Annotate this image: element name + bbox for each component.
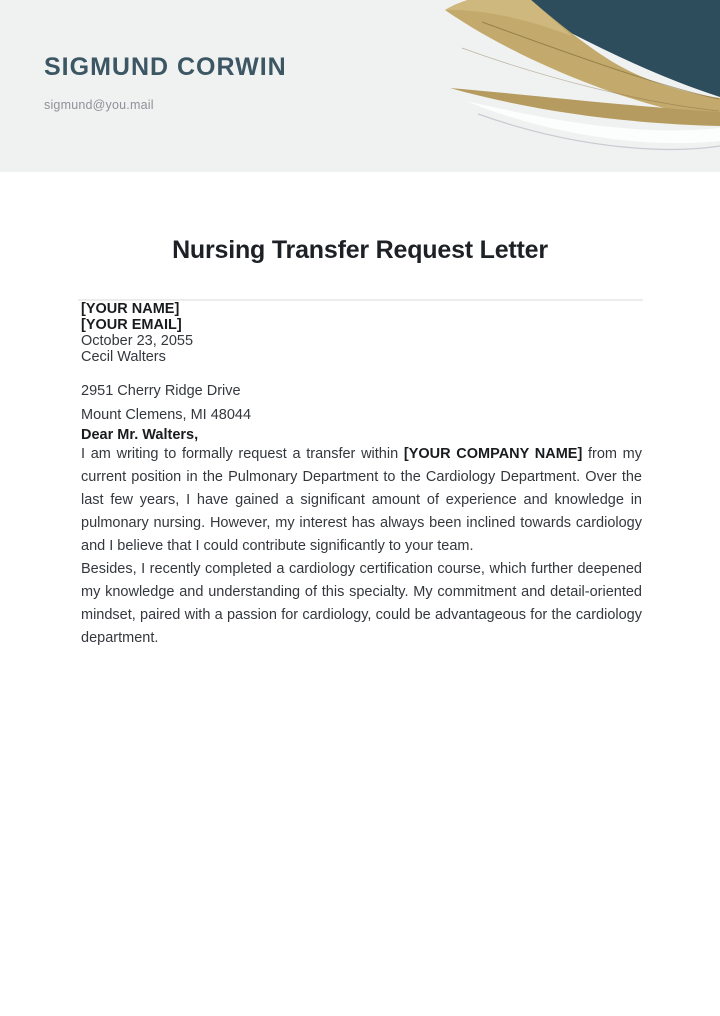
letterhead-email: sigmund@you.mail [44,98,154,112]
recipient-address-line1: 2951 Cherry Ridge Drive [81,383,241,399]
recipient-name: Cecil Walters [81,349,166,365]
salutation: Dear Mr. Walters, [81,427,199,443]
your-email-placeholder: [YOUR EMAIL] [81,317,182,333]
company-name-placeholder: [YOUR COMPANY NAME] [403,446,583,462]
paragraph-1-text-after: from my current position in the Pulmonary Department to the Cardiology Department. Over the last few years, I have gained a significant amount of experience and knowledge in pulmonary nursing. However, my interest has always been inclined towards cardiology and I believe that I could contribute significantly to your team. [81,446,643,554]
your-name-placeholder: [YOUR NAME] [81,301,180,317]
document-title: Nursing Transfer Request Letter [172,236,548,264]
letter-body [0,236,720,650]
letterhead [0,0,720,172]
paragraph-1-text-before: I am writing to formally request a transfer within [81,446,404,462]
recipient-address [81,379,642,427]
letter-content [81,301,642,650]
corner-swoosh-graphic [420,0,720,172]
body-paragraph-1 [81,443,642,558]
recipient-address-line2: Mount Clemens, MI 48044 [81,407,252,423]
letterhead-name: SIGMUND CORWIN [44,53,287,81]
letter-date: October 23, 2055 [81,333,194,349]
letterhead-text-block [44,53,287,112]
body-paragraph-2: Besides, I recently completed a cardiology certification course, which further deepened my knowledge and understanding of this specialty. My commitment and detail-oriented mindset, paired with a passion for cardiology, could be advantageous for the cardiology department. [81,561,642,646]
